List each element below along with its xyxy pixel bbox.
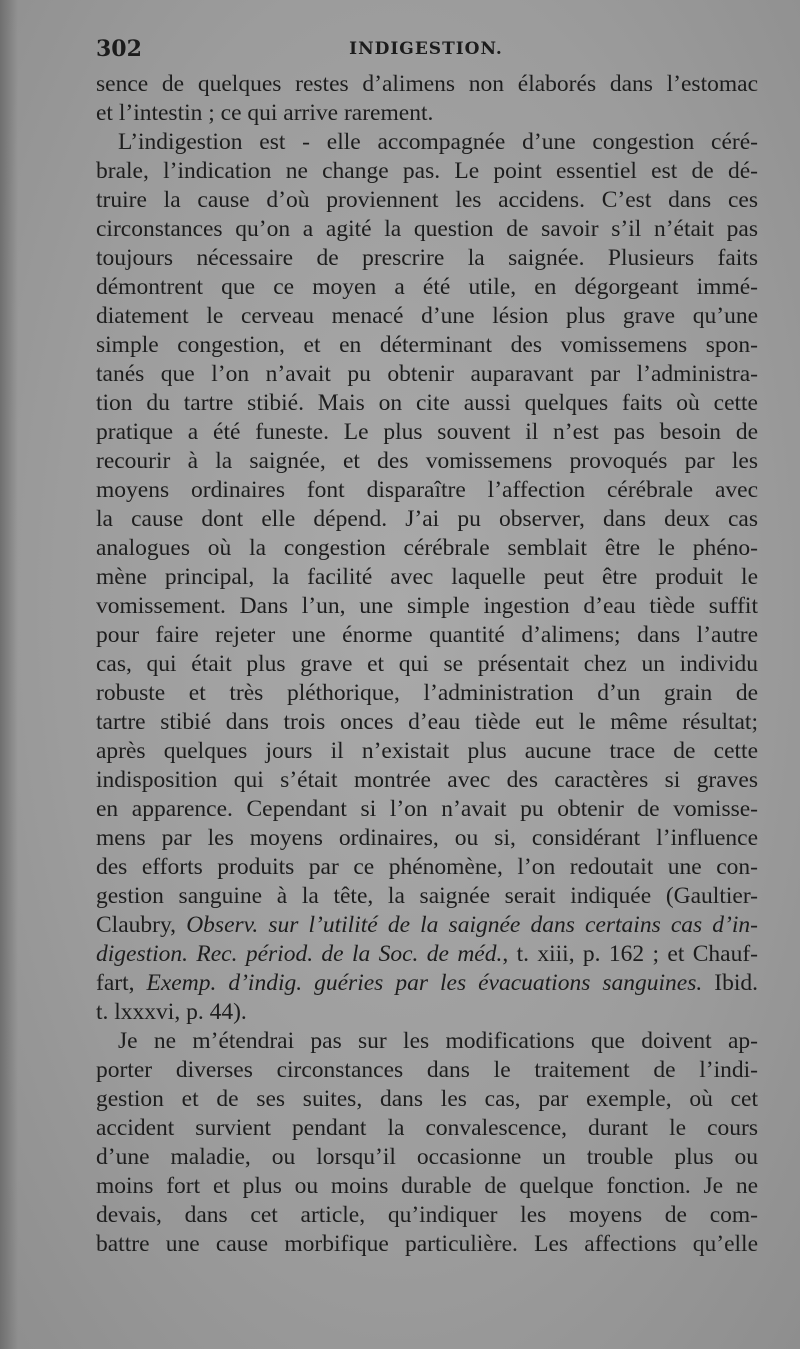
binding-shadow — [0, 0, 18, 1349]
citation-line — [96, 911, 758, 940]
text-line: et l’intestin ; ce qui arrive rarement. — [96, 100, 434, 126]
text-line: brale, l’indication ne change pas. Le point essentiel est de dé- — [96, 158, 758, 184]
text-line: d’une maladie, ou lorsqu’il occasionne un trouble plus ou — [96, 1144, 758, 1170]
text-line: indisposition qui s’était montrée avec des caractères si graves — [96, 767, 758, 793]
text-line: truire la cause d’où proviennent les accidens. C’est dans ces — [96, 187, 758, 213]
text-line: démontrent que ce moyen a été utile, en dégorgeant immé- — [96, 274, 758, 300]
text-line: analogues où la congestion cérébrale semblait être le phéno- — [96, 535, 758, 561]
text-line: des efforts produits par ce phénomène, l’on redoutait une con- — [96, 854, 758, 880]
text-line: gestion et de ses suites, dans les cas, par exemple, où cet — [96, 1086, 758, 1112]
text-line: porter diverses circonstances dans le traitement de l’indi- — [96, 1057, 758, 1083]
citation-line — [96, 940, 758, 969]
citation-title: Exemp. d’indig. guéries par les évacuations sanguines. — [146, 970, 703, 996]
citation-ref: , t. xiii, p. 162 ; et Chauf- — [502, 941, 758, 967]
citation-ref: Ibid. — [702, 970, 758, 996]
text-line: vomissement. Dans l’un, une simple ingestion d’eau tiède suffit — [96, 593, 758, 619]
citation-source: digestion. Rec. périod. de la Soc. de méd. — [96, 941, 503, 967]
text-line: L’indigestion est - elle accompagnée d’une congestion céré- — [118, 129, 758, 155]
text-line: toujours nécessaire de prescrire la saignée. Plusieurs faits — [96, 245, 758, 271]
body-text — [96, 70, 758, 1259]
text-line: tion du tartre stibié. Mais on cite aussi quelques faits où cette — [96, 390, 758, 416]
text-line: diatement le cerveau menacé d’une lésion plus grave qu’une — [96, 303, 758, 329]
text-line: moins fort et plus ou moins durable de quelque fonction. Je ne — [96, 1173, 758, 1199]
text-line: devais, dans cet article, qu’indiquer les moyens de com- — [96, 1202, 758, 1228]
citation-line — [96, 969, 758, 998]
running-title: INDIGESTION. — [349, 39, 503, 59]
page-header — [96, 36, 756, 66]
citation-author: fart, — [96, 970, 147, 996]
citation-title: Observ. sur l’utilité de la saignée dans certains cas d’in- — [186, 912, 758, 938]
text-line: pratique a été funeste. Le plus souvent il n’est pas besoin de — [96, 419, 758, 445]
text-line: sence de quelques restes d’alimens non élaborés dans l’estomac — [96, 71, 758, 97]
text-line: la cause dont elle dépend. J’ai pu observer, dans deux cas — [96, 506, 758, 532]
text-line: Je ne m’étendrai pas sur les modifications que doivent ap- — [118, 1028, 758, 1054]
text-line: mens par les moyens ordinaires, ou si, considérant l’influence — [96, 825, 758, 851]
citation-author: Claubry, — [96, 912, 187, 938]
text-line: simple congestion, et en déterminant des vomissemens spon- — [96, 332, 758, 358]
text-line: battre une cause morbifique particulière. Les affections qu’elle — [96, 1231, 758, 1257]
text-line: cas, qui était plus grave et qui se présentait chez un individu — [96, 651, 758, 677]
text-line: pour faire rejeter une énorme quantité d’alimens; dans l’autre — [96, 622, 758, 648]
text-line: recourir à la saignée, et des vomissemens provoqués par les — [96, 448, 758, 474]
text-line: tanés que l’on n’avait pu obtenir auparavant par l’administra- — [96, 361, 758, 387]
text-line: circonstances qu’on a agité la question de savoir s’il n’était pas — [96, 216, 758, 242]
page-number: 302 — [96, 36, 142, 62]
text-line: gestion sanguine à la tête, la saignée serait indiquée (Gaultier- — [96, 883, 758, 909]
text-line: en apparence. Cependant si l’on n’avait pu obtenir de vomisse- — [96, 796, 758, 822]
text-line: mène principal, la facilité avec laquelle peut être produit le — [96, 564, 758, 590]
text-line: moyens ordinaires font disparaître l’affection cérébrale avec — [96, 477, 758, 503]
text-line: accident survient pendant la convalescence, durant le cours — [96, 1115, 758, 1141]
text-line: robuste et très pléthorique, l’administration d’un grain de — [96, 680, 758, 706]
citation-line: t. lxxxvi, p. 44). — [96, 999, 247, 1025]
text-line: après quelques jours il n’existait plus aucune trace de cette — [96, 738, 758, 764]
text-line: tartre stibié dans trois onces d’eau tiède eut le même résultat; — [96, 709, 758, 735]
